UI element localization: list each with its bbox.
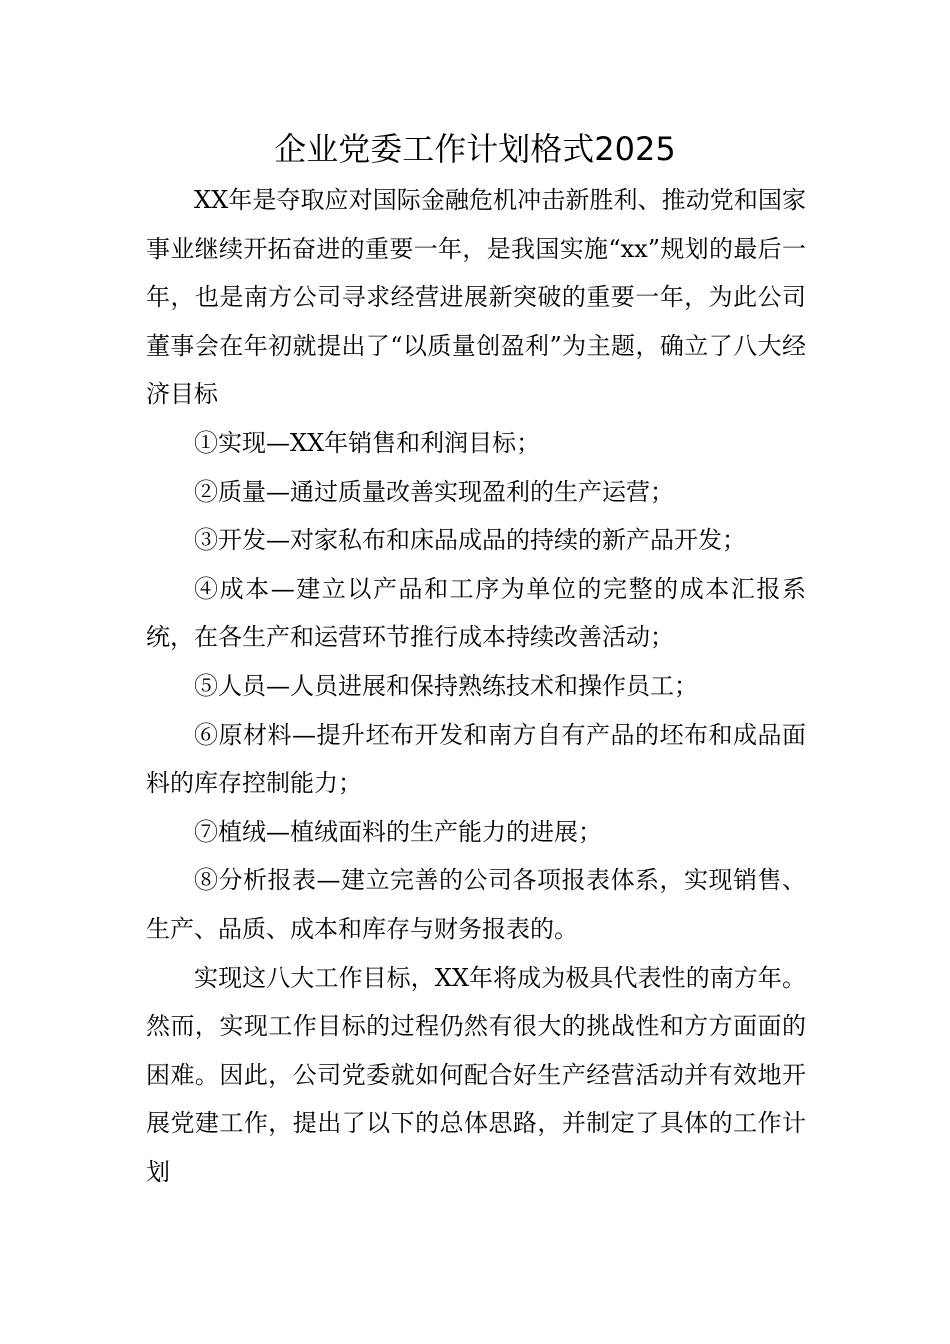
- paragraph-goal-6: ⑥原材料—提升坯布开发和南方自有产品的坯布和成品面料的库存控制能力；: [146, 720, 806, 798]
- document-title: 企业党委工作计划格式2025: [274, 130, 676, 168]
- paragraph-conclusion: 实现这八大工作目标，XX年将成为极具代表性的南方年。然而，实现工作目标的过程仍然有很大的挑战性和方方面面的困难。因此，公司党委就如何配合好生产经营活动并有效地开展党建工作，提出了以下的总体思路，并制定了具体的工作计划: [146, 963, 806, 1186]
- document-body: [146, 176, 806, 1196]
- paragraph-goal-3: ③开发—对家私布和床品成品的持续的新产品开发；: [194, 526, 746, 555]
- paragraph-goal-2: ②质量—通过质量改善实现盈利的生产运营；: [194, 477, 674, 506]
- paragraph-goal-4: ④成本—建立以产品和工序为单位的完整的成本汇报系统，在各生产和运营环节推行成本持续改善活动；: [146, 574, 806, 652]
- paragraph-goal-7: ⑦植绒—植绒面料的生产能力的进展；: [194, 817, 602, 846]
- paragraph-goal-1: ①实现—XX年销售和利润目标；: [194, 428, 541, 457]
- paragraph-goal-8: ⑧分析报表—建立完善的公司各项报表体系，实现销售、生产、品质、成本和库存与财务报表的。: [146, 866, 806, 943]
- paragraph-goal-5: ⑤人员—人员进展和保持熟练技术和操作员工；: [194, 671, 698, 700]
- paragraph-intro: XX年是夺取应对国际金融危机冲击新胜利、推动党和国家事业继续开拓奋进的重要一年，是我国实施“xx”规划的最后一年，也是南方公司寻求经营进展新突破的重要一年，为此公司董事会在年初就提出了“以质量创盈利”为主题，确立了八大经济目标: [146, 186, 806, 409]
